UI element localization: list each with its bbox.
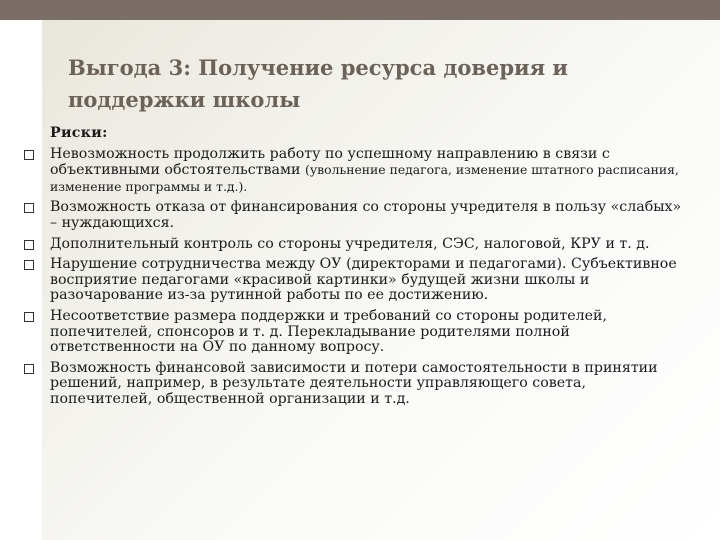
bullet-text: Возможность финансовой зависимости и потери самостоятельности в принятии решений, например, в результате деятельности управляющего совета, попечителей, общественной организации и т.д. (50, 359, 658, 407)
bullet-item (24, 200, 684, 231)
bullet-text: Нарушение сотрудничества между ОУ (директорами и педагогами). Субъективное восприятие педагогами «красивой картинки» будущей жизни школы и разочарование из-за рутинной работы по ее достижению. (50, 256, 677, 304)
bullet-note: (увольнение педагога, изменение штатного расписания, изменение программы и т.д.). (50, 162, 679, 194)
bullet-text: Несоответствие размера поддержки и требований со стороны родителей, попечителей, спонсоров и т. д. Перекладывание родителями полной ответственности на ОУ по данному вопросу. (50, 307, 607, 356)
bullet-item (24, 361, 684, 408)
bullet-item (24, 147, 684, 196)
checkbox-bullet-icon (24, 260, 34, 270)
checkbox-bullet-icon (24, 364, 34, 374)
checkbox-bullet-icon (24, 240, 34, 250)
bullet-item (24, 257, 684, 304)
risks-heading: Риски: (50, 125, 108, 141)
top-bar (0, 0, 720, 20)
slide-content (24, 126, 684, 408)
bullet-text: Дополнительный контроль со стороны учредителя, СЭС, налоговой, КРУ и т. д. (50, 235, 650, 252)
slide-title: Выгода 3: Получение ресурса доверия и поддержки школы (68, 55, 568, 112)
checkbox-bullet-icon (24, 312, 34, 322)
checkbox-bullet-icon (24, 150, 34, 160)
bullet-item (24, 309, 684, 356)
bullet-text: Невозможность продолжить работу по успешному направлению в связи с объективными обстоятельствами (50, 145, 610, 179)
checkbox-bullet-icon (24, 203, 34, 213)
bullet-text: Возможность отказа от финансирования со стороны учредителя в пользу «слабых» – нуждающихся. (50, 199, 682, 231)
bullet-item (24, 237, 684, 253)
